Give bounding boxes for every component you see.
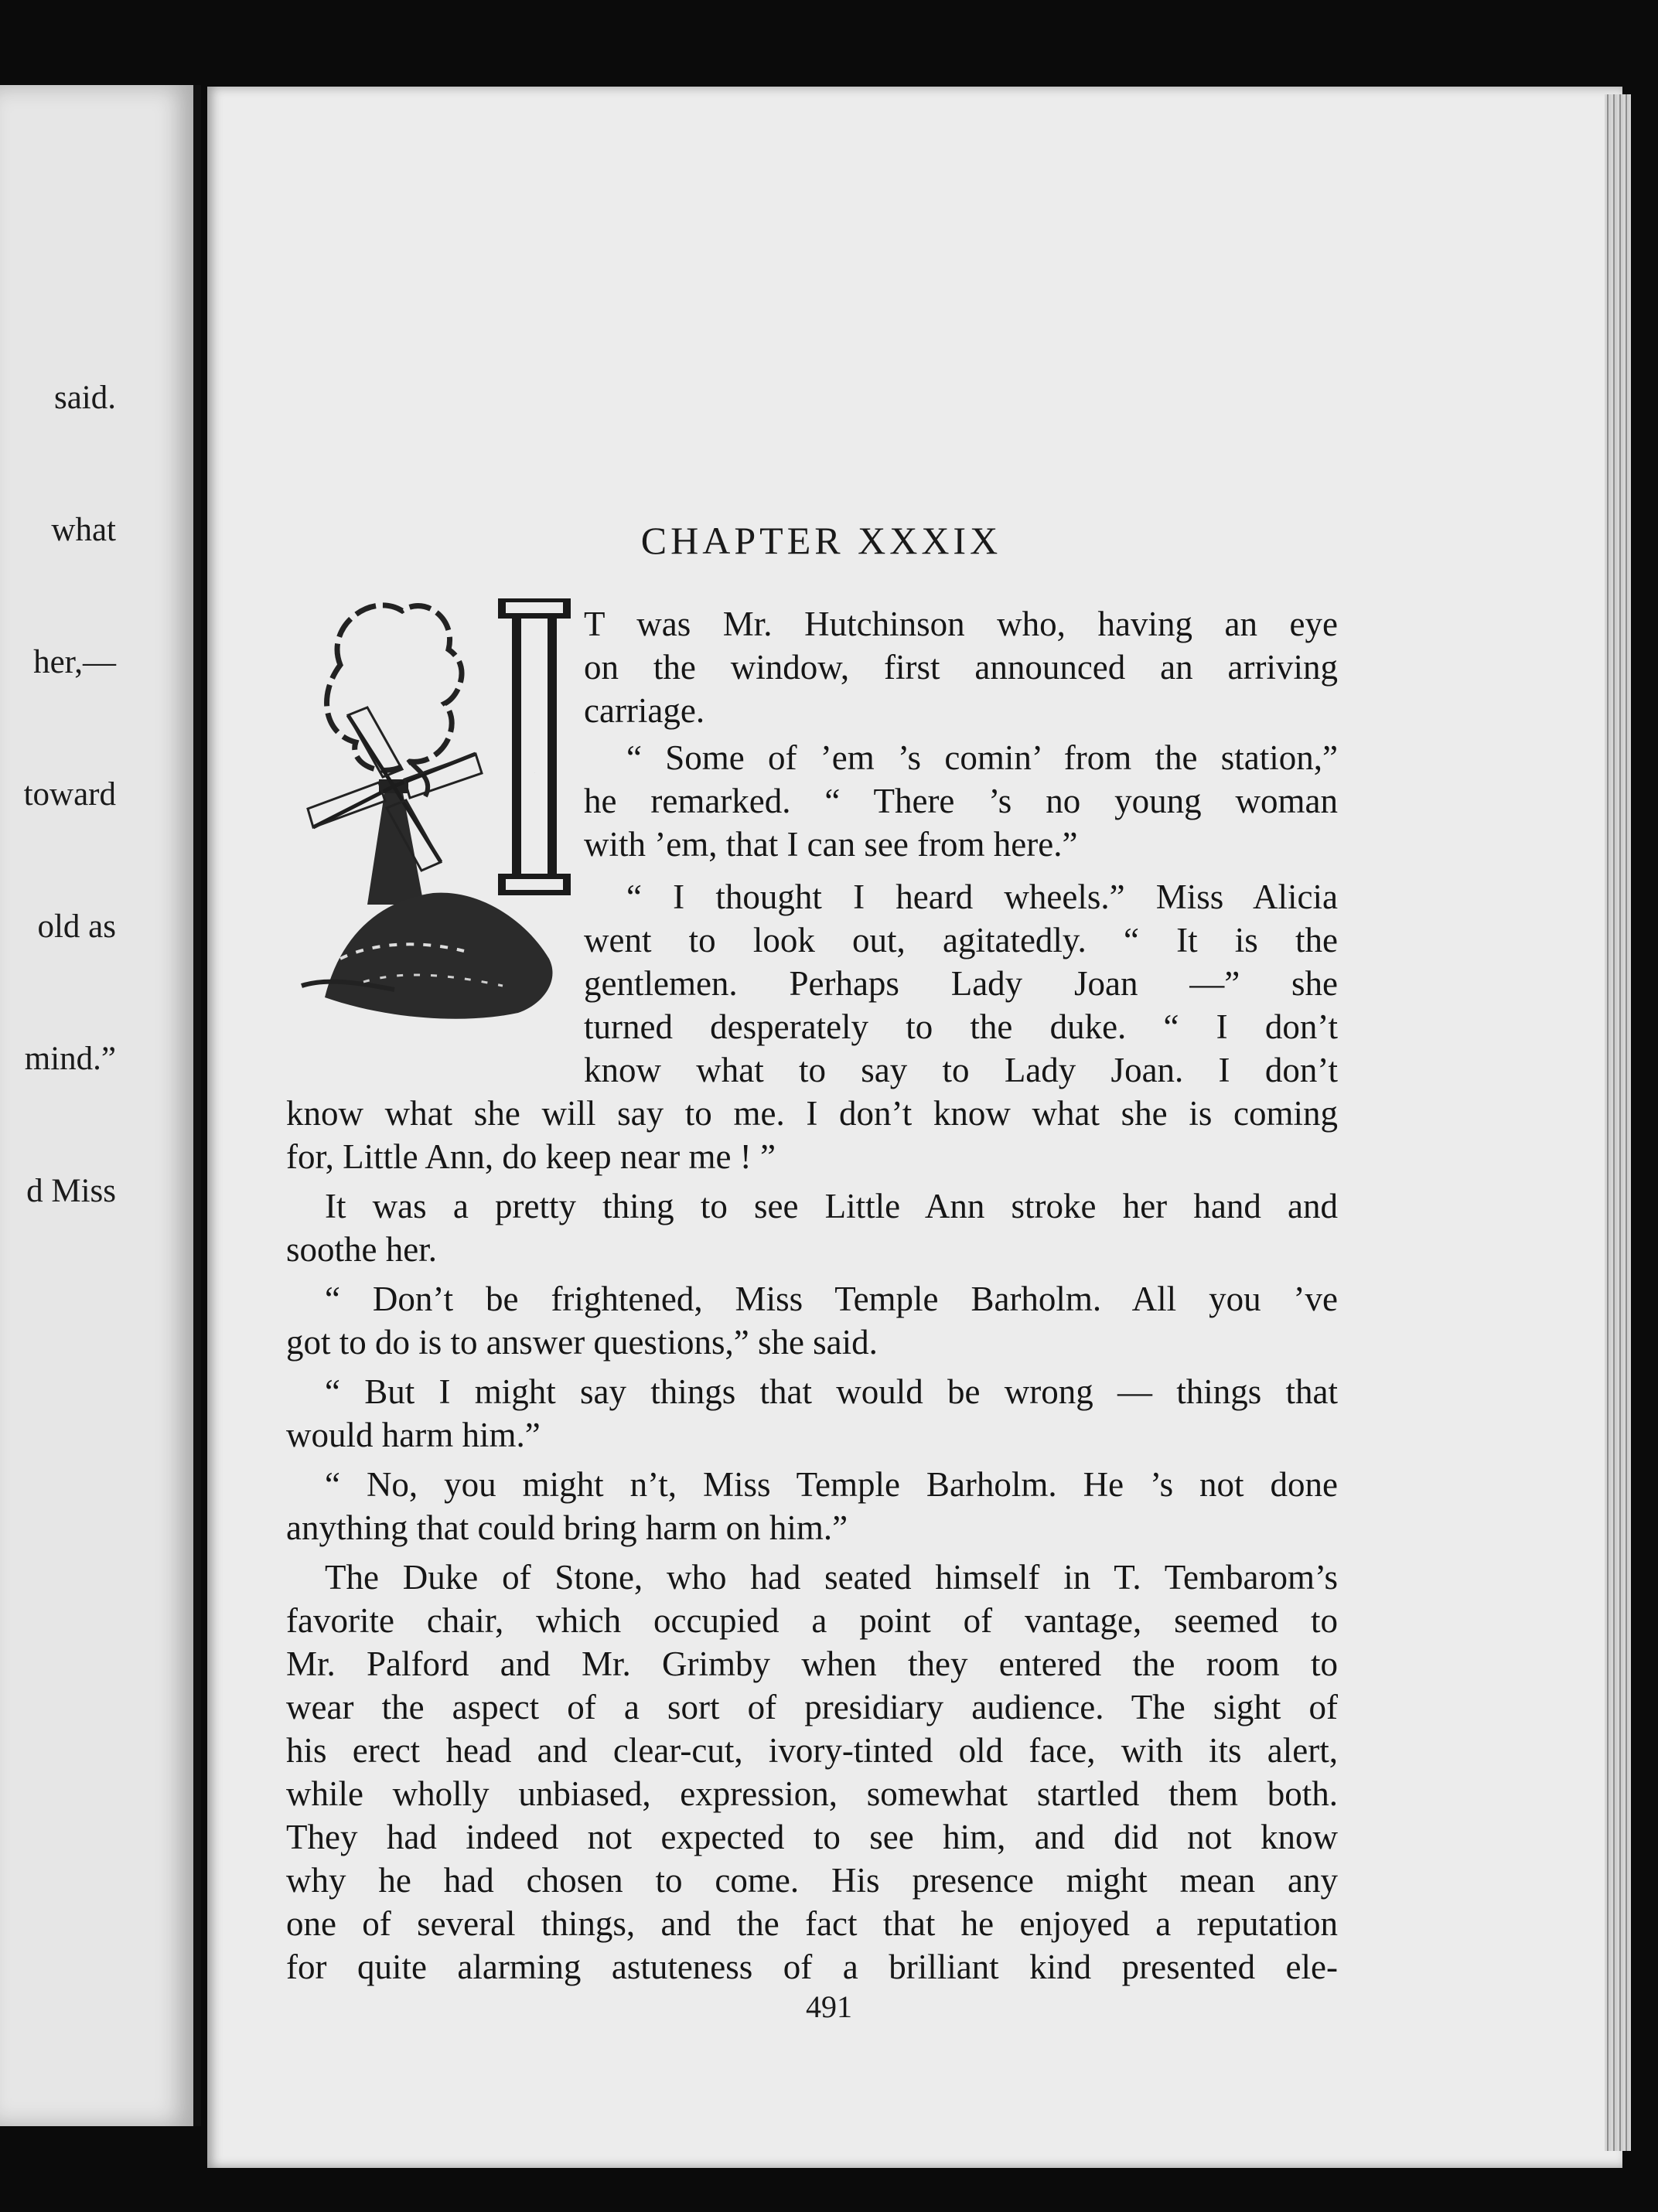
text-line: “ Don’t be frightened, Miss Temple Barholm. All you ’ve (325, 1280, 1338, 1318)
text-line: for quite alarming astuteness of a brilliant kind presented ele- (286, 1948, 1338, 1986)
text-line: he remarked. “ There ’s no young woman (584, 782, 1338, 820)
left-facing-page (0, 85, 201, 2126)
text-line: They had indeed not expected to see him, and did not know (286, 1818, 1338, 1856)
text-line: soothe her. (286, 1230, 437, 1269)
text-line: while wholly unbiased, expression, somewhat startled them both. (286, 1774, 1338, 1813)
text-line: The Duke of Stone, who had seated himself in T. Tembarom’s (325, 1558, 1338, 1597)
text-line: would harm him.” (286, 1416, 541, 1454)
text-line: turned desperately to the duke. “ I don’t (584, 1007, 1338, 1046)
left-line: toward (23, 776, 116, 813)
text-line: favorite chair, which occupied a point of vantage, seemed to (286, 1601, 1338, 1640)
page-number-container (0, 1989, 1658, 2025)
text-line: “ But I might say things that would be wrong — things that (325, 1372, 1338, 1411)
text-line: Mr. Palford and Mr. Grimby when they entered the room to (286, 1645, 1338, 1683)
text-line: gentlemen. Perhaps Lady Joan —” she (584, 964, 1338, 1003)
text-line: his erect head and clear-cut, ivory-tinted old face, with its alert, (286, 1731, 1338, 1770)
text-line: why he had chosen to come. His presence might mean any (286, 1861, 1338, 1900)
text-line: on the window, first announced an arriving (584, 648, 1338, 687)
text-line: went to look out, agitatedly. “ It is the (584, 921, 1338, 959)
text-line: “ I thought I heard wheels.” Miss Alicia (626, 878, 1338, 916)
text-line: It was a pretty thing to see Little Ann stroke her hand and (325, 1187, 1338, 1225)
left-line: what (51, 512, 116, 548)
left-page-text (24, 288, 116, 1301)
text-line: carriage. (584, 691, 705, 730)
left-line: mind.” (24, 1041, 116, 1077)
text-line: know what she will say to me. I don’t know what she is coming (286, 1094, 1338, 1133)
text-line: got to do is to answer questions,” she said. (286, 1323, 878, 1362)
left-line: old as (37, 908, 116, 945)
left-line: her,— (33, 644, 116, 680)
text-line: for, Little Ann, do keep near me ! ” (286, 1137, 776, 1176)
text-line: wear the aspect of a sort of presidiary audience. The sight of (286, 1688, 1338, 1726)
text-line: anything that could bring harm on him.” (286, 1508, 848, 1547)
left-line: d Miss (26, 1173, 116, 1209)
left-line: said. (53, 380, 116, 416)
text-line: know what to say to Lady Joan. I don’t (584, 1051, 1338, 1089)
chapter-title: CHAPTER XXXIX (640, 519, 1002, 562)
text-line: with ’em, that I can see from here.” (584, 825, 1078, 864)
page-number: 491 (806, 1989, 852, 2024)
text-line: T was Mr. Hutchinson who, having an eye (584, 605, 1338, 643)
page-edge-stack (1605, 94, 1631, 2151)
drop-cap-text: I (534, 773, 535, 774)
text-line: “ No, you might n’t, Miss Temple Barholm. He ’s not done (325, 1465, 1338, 1504)
text-line: one of several things, and the fact that he enjoyed a reputation (286, 1904, 1338, 1943)
chapter-heading (0, 518, 1658, 563)
text-line: “ Some of ’em ’s comin’ from the station,” (626, 738, 1338, 777)
drop-cap-letter (495, 595, 574, 898)
